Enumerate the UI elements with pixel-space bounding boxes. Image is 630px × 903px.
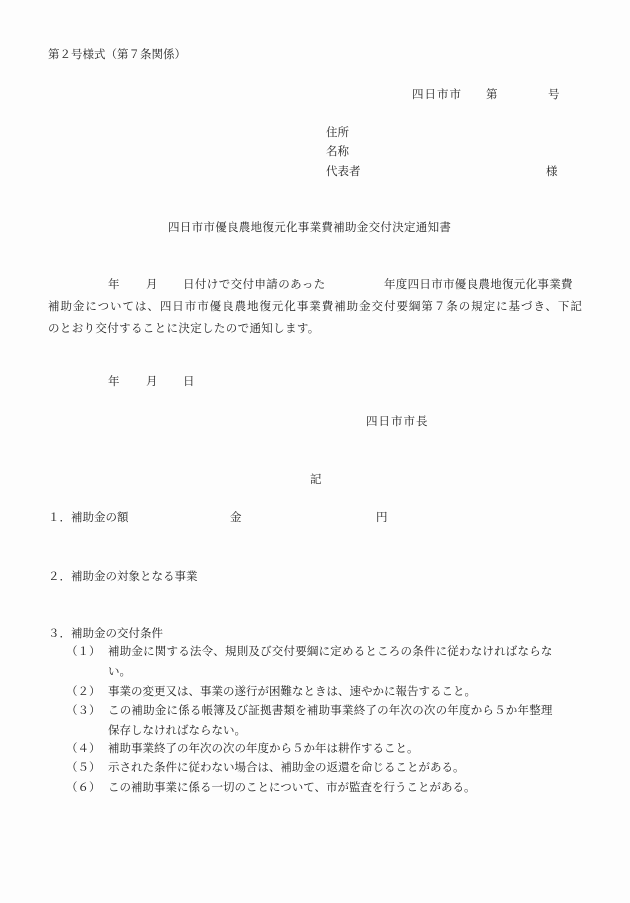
ki-heading: 記 <box>310 472 322 486</box>
representative-label: 代表者 <box>326 164 361 178</box>
condition-4-number: （４） <box>66 741 101 755</box>
number-dai: 第 <box>486 87 498 101</box>
condition-1-number: （１） <box>66 644 101 658</box>
date-month: 月 <box>146 374 158 388</box>
item-1-kin: 金 <box>230 510 242 524</box>
body-fiscal-text: 年度四日市市優良農地復元化事業費 <box>384 277 573 291</box>
condition-6-text: この補助事業に係る一切のことについて、市が監査を行うことがある。 <box>108 780 476 794</box>
address-label: 住所 <box>326 125 349 139</box>
item-2-label: ２．補助金の対象となる事業 <box>48 569 198 583</box>
issuer-name: 四日市市 <box>412 87 462 101</box>
name-label: 名称 <box>326 144 349 158</box>
condition-2-text: 事業の変更又は、事業の遂行が困難なときは、速やかに報告すること。 <box>108 684 476 698</box>
condition-5-text: 示された条件に従わない場合は、補助金の返還を命じることがある。 <box>108 760 465 774</box>
condition-5-number: （５） <box>66 760 101 774</box>
body-line-2: 補助金については、四日市市優良農地復元化事業費補助金交付要綱第７条の規定に基づき、下記 <box>48 299 582 313</box>
condition-6-number: （６） <box>66 780 101 794</box>
condition-4-text: 補助事業終了の年次の次の年度から５か年は耕作すること。 <box>108 741 419 755</box>
item-1-label: １．補助金の額 <box>48 510 129 524</box>
number-go: 号 <box>548 87 560 101</box>
honorific: 様 <box>546 164 558 178</box>
body-year: 年 <box>108 277 120 291</box>
form-label: 第２号様式（第７条関係） <box>48 47 186 61</box>
date-day: 日 <box>183 374 195 388</box>
condition-3-number: （３） <box>66 703 101 717</box>
item-3-label: ３．補助金の交付条件 <box>48 626 163 640</box>
body-day-text: 日付けで交付申請のあった <box>183 277 326 291</box>
body-month: 月 <box>146 277 158 291</box>
condition-2-number: （２） <box>66 684 101 698</box>
condition-3-text: この補助金に係る帳簿及び証拠書類を補助事業終了の年次の次の年度から５か年整理 <box>108 703 553 717</box>
signatory: 四日市市長 <box>366 414 429 428</box>
condition-3-continuation: 保存しなければならない。 <box>108 723 246 737</box>
date-year: 年 <box>108 374 120 388</box>
body-line-3: のとおり交付することに決定したので通知します。 <box>48 321 320 335</box>
condition-1-continuation: い。 <box>108 664 131 678</box>
condition-1-text: 補助金に関する法令、規則及び交付要綱に定めるところの条件に従わなければならな <box>108 644 553 658</box>
document-title: 四日市市優良農地復元化事業費補助金交付決定通知書 <box>168 220 452 234</box>
item-1-en: 円 <box>376 510 388 524</box>
